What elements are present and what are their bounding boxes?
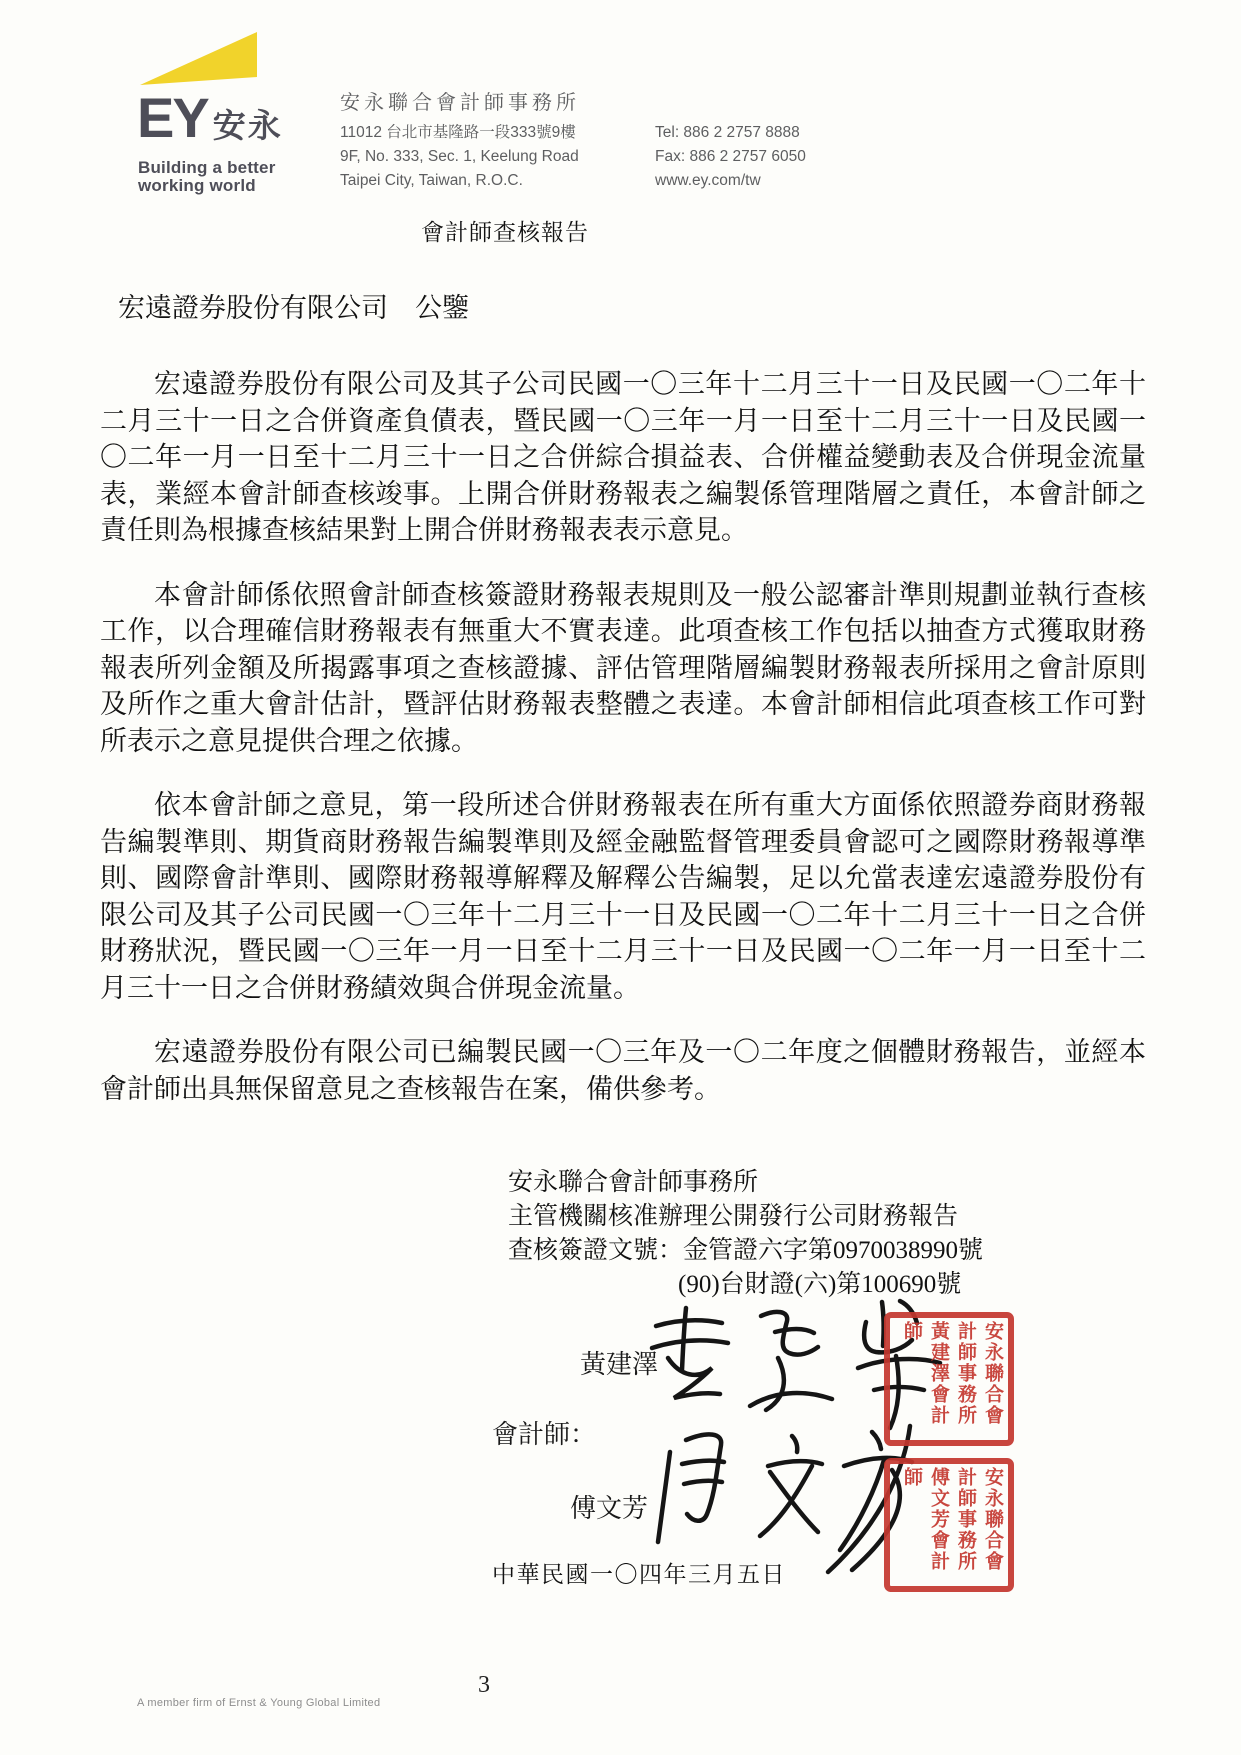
paragraph-3: 依本會計師之意見，第一段所述合併財務報表在所有重大方面係依照證券商財務報告編製準則、期貨商財務報告編製準則及經金融監督管理委員會認可之國際財務報導準則、國際會計準則、國際財務報導解釋及解釋公告編製，足以允當表達宏遠證券股份有限公司及其子公司民國一〇三年十二月三十一日及民國一〇二年十二月三十一日之合併財務狀況，暨民國一〇三年一月一日至十二月三十一日及民國一〇二年一月一日至十二月三十一日之合併財務績效與合併現金流量。 (100, 790, 1146, 1003)
firm-contact (655, 121, 806, 193)
report-title: 會計師查核報告 (421, 220, 589, 245)
report-body (100, 366, 1146, 1135)
addressee-line: 宏遠證券股份有限公司 公鑒 (118, 293, 469, 323)
paragraph-2: 本會計師係依照會計師查核簽證財務報表規則及一般公認審計準則規劃並執行查核工作，以合理確信財務報表有無重大不實表達。此項查核工作包括以抽查方式獲取財務報表所列金額及所揭露事項之查核證據、評估管理階層編製財務報表所採用之會計原則及所作之重大會計估計，暨評估財務報表整體之表達。本會計師相信此項查核工作可對所表示之意見提供合理之依據。 (100, 579, 1146, 756)
paragraph-4: 宏遠證券股份有限公司已編製民國一〇三年及一〇二年度之個體財務報告，並經本會計師出具無保留意見之查核報告在案，備供參考。 (100, 1037, 1146, 1104)
ey-logo-text: EY (137, 86, 208, 149)
ey-tagline (138, 159, 276, 195)
address-line-en2: Taipei City, Taiwan, R.O.C. (340, 172, 523, 189)
date-line: 中華民國一〇四年三月五日 (492, 1562, 786, 1587)
firm-address (340, 121, 579, 193)
accountant-name-1: 黃建澤 (580, 1350, 659, 1379)
address-line-en1: 9F, No. 333, Sec. 1, Keelung Road (340, 148, 579, 165)
cpa-seal-fu: 安永聯合會計師事務所傅文芳會計師 (884, 1458, 1014, 1592)
member-firm-line: A member firm of Ernst & Young Global Limited (137, 1697, 381, 1709)
fax-line: Fax: 886 2 2757 6050 (655, 148, 806, 165)
ey-beam-logo (140, 32, 257, 85)
doc-number-line2: (90)台財證(六)第100690號 (678, 1271, 962, 1298)
tagline-line-2: working world (138, 176, 256, 195)
paragraph-1: 宏遠證券股份有限公司及其子公司民國一〇三年十二月三十一日及民國一〇二年十二月三十一日之合併資產負債表，暨民國一〇三年一月一日至十二月三十一日及民國一〇二年一月一日至十二月三十一日之合併綜合損益表、合併權益變動表及合併現金流量表，業經本會計師查核竣事。上開合併財務報表之編製係管理階層之責任，本會計師之責任則為根據查核結果對上開合併財務報表表示意見。 (100, 369, 1146, 545)
approval-line: 主管機關核准辦理公開發行公司財務報告 (508, 1203, 959, 1230)
address-line-cn: 11012 台北市基隆路一段333號9樓 (340, 124, 576, 141)
ey-logo (137, 86, 283, 149)
tel-line: Tel: 886 2 2757 8888 (655, 124, 800, 141)
page-number: 3 (478, 1672, 490, 1698)
signing-firm: 安永聯合會計師事務所 (508, 1169, 759, 1196)
firm-name-header: 安永聯合會計師事務所 (340, 92, 580, 114)
accountant-label: 會計師： (492, 1420, 597, 1449)
signature-block (508, 1166, 983, 1302)
cpa-seal-huang: 安永聯合會計師事務所黃建澤會計師 (884, 1312, 1014, 1446)
accountant-name-2: 傅文芳 (570, 1494, 649, 1523)
ey-logo-chinese: 安永 (212, 107, 283, 144)
tagline-line-1: Building a better (138, 158, 276, 177)
website-line: www.ey.com/tw (655, 172, 761, 189)
doc-number-line1: 查核簽證文號：金管證六字第0970038990號 (508, 1237, 984, 1264)
